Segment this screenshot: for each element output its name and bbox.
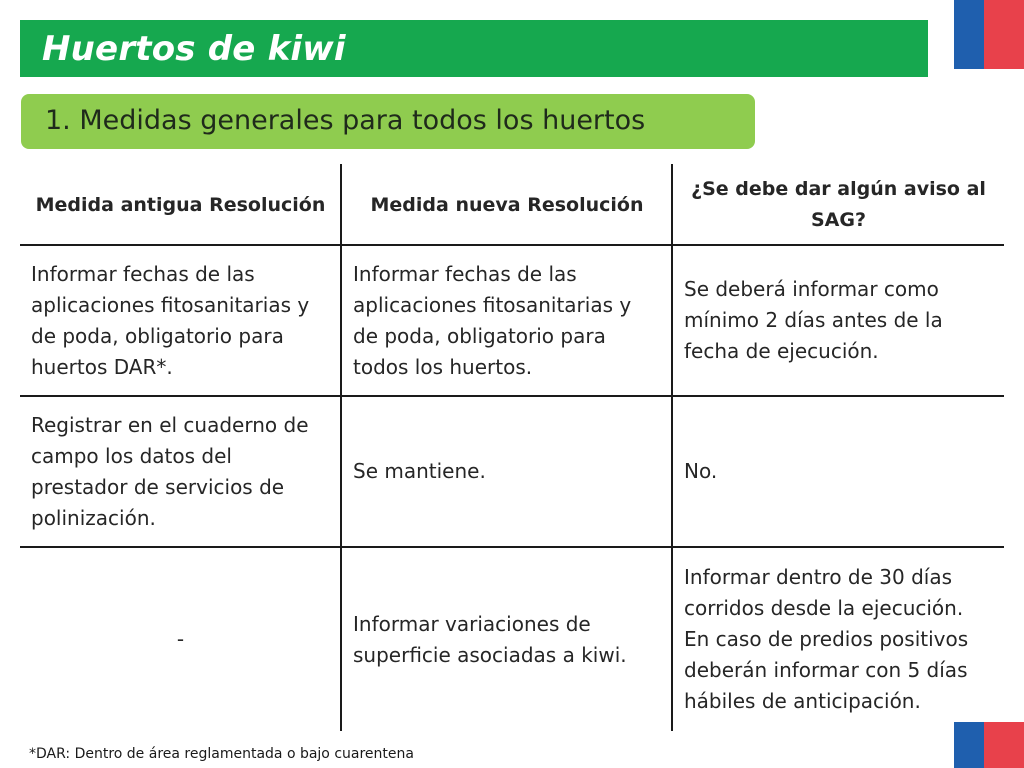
table-cell: Informar fechas de las aplicaciones fitosanitarias y de poda, obligatorio para todos los huertos. — [353, 261, 632, 379]
table-cell: Se mantiene. — [353, 459, 486, 483]
table-cell: Informar variaciones de superficie asociadas a kiwi. — [353, 611, 627, 667]
section-title: 1. Medidas generales para todos los huertos — [45, 105, 646, 136]
table-cell: Informar fechas de las aplicaciones fitosanitarias y de poda, obligatorio para huertos DAR*. — [31, 261, 310, 379]
header-old-measure: Medida antigua Resolución — [35, 193, 326, 216]
header-new-measure: Medida nueva Resolución — [370, 193, 644, 216]
page-title: Huertos de kiwi — [42, 29, 346, 69]
section-banner — [21, 94, 755, 149]
title-bar — [20, 20, 928, 77]
measures-table — [20, 164, 1004, 731]
table-cell: No. — [684, 459, 718, 483]
table-cell: Registrar en el cuaderno de campo los datos del prestador de servicios de polinización. — [31, 412, 309, 530]
flag-stripe-top-icon — [954, 0, 1024, 69]
table-cell: - — [176, 627, 185, 651]
header-sag-notice: ¿Se debe dar algún aviso al SAG? — [691, 178, 986, 231]
table-cell: Informar dentro de 30 días corridos desde la ejecución. En caso de predios positivos deberán informar con 5 días hábiles de anticipación. — [684, 565, 969, 713]
footnote: *DAR: Dentro de área reglamentada o bajo cuarentena — [29, 746, 414, 762]
table-cell: Se deberá informar como mínimo 2 días antes de la fecha de ejecución. — [684, 277, 943, 363]
